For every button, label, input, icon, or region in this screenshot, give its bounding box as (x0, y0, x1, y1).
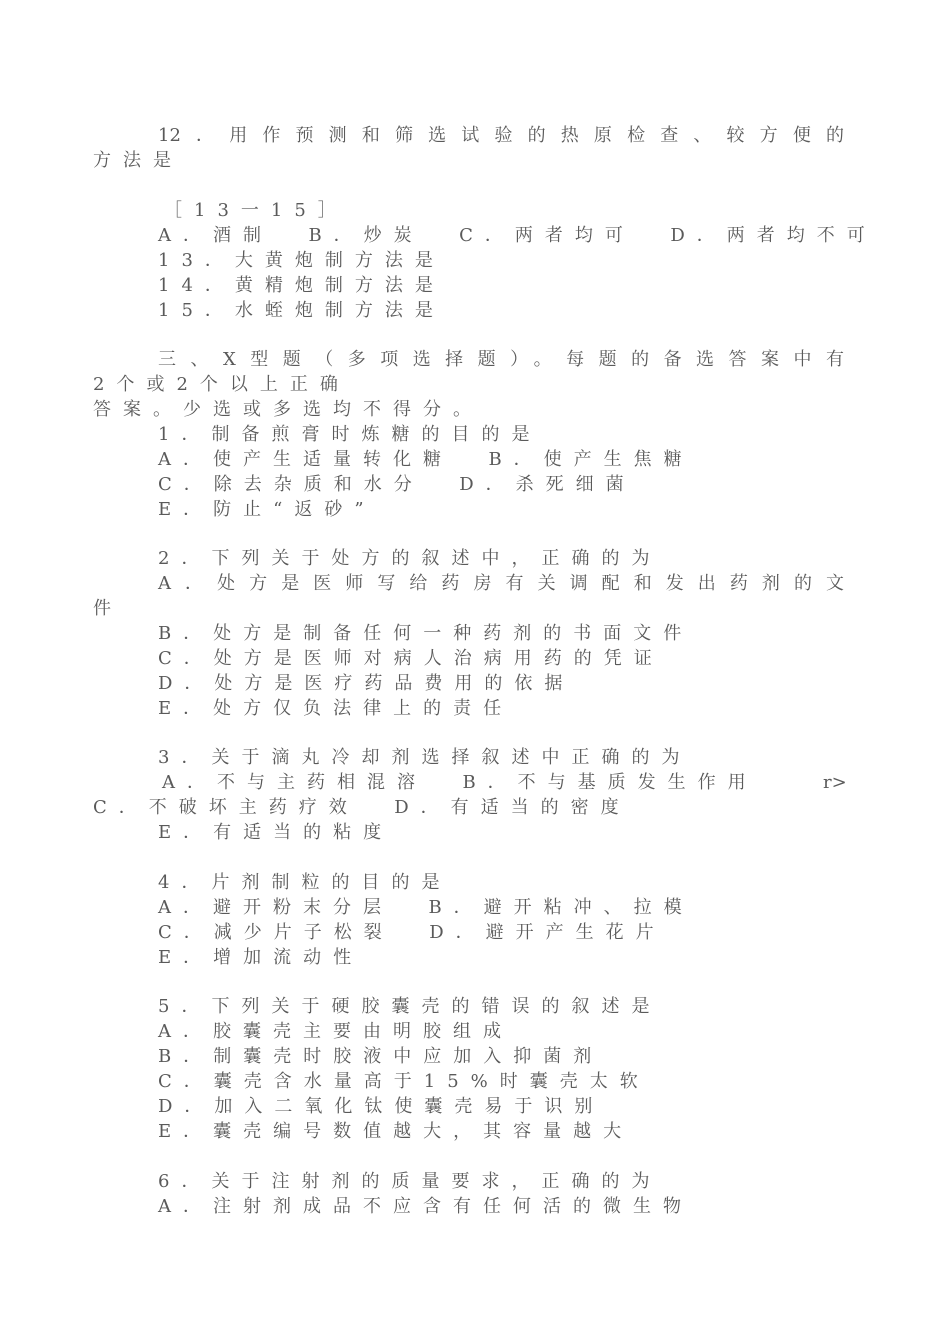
x-question-4-options-cd: C．减少片子松裂 D．避开产生花片 (158, 922, 666, 943)
x-question-1-options-cd: C．除去杂质和水分 D．杀死细菌 (158, 474, 636, 495)
x-question-6-option-a: A．注射剂成品不应含有任何活的微生物 (158, 1196, 693, 1217)
x-question-2-option-a-line-1: A．处方是医师写给药房有关调配和发出药剂的文 (158, 573, 844, 594)
x-question-2-option-a-line-2: 件 (93, 598, 123, 619)
question-13: 13．大黄炮制方法是 (158, 250, 445, 271)
stray-markup-text: r> (823, 772, 847, 793)
group-13-15-options: A．酒制 B．炒炭 C．两者均可 D．两者均不可 (158, 225, 877, 246)
x-question-5-option-a: A．胶囊壳主要由明胶组成 (158, 1021, 513, 1042)
x-question-3-options-cd: C．不破坏主药疗效 D．有适当的密度 (93, 797, 631, 818)
x-question-3-options-ab: A．不与主药相混溶 B．不与基质发生作用 (162, 772, 758, 793)
x-question-1-options-ab: A．使产生适量转化糖 B．使产生焦糖 (158, 449, 694, 470)
question-12-line-1: 12．用作预测和筛选试验的热原检查、较方便的 (158, 125, 844, 146)
section-3-heading-line-1: 三、X型题（多项选择题）。每题的备选答案中有 (158, 349, 844, 370)
x-question-2: 2．下列关于处方的叙述中，正确的为 (158, 548, 662, 569)
x-question-4-option-e: E．增加流动性 (158, 947, 364, 968)
group-13-15-header: ［13一15］ (164, 200, 348, 221)
x-question-3: 3．关于滴丸冷却剂选择叙述中正确的为 (158, 747, 692, 768)
question-12-line-2: 方法是 (93, 150, 183, 171)
x-question-2-option-c: C．处方是医师对病人治病用药的凭证 (158, 648, 664, 669)
x-question-5-option-d: D．加入二氧化钛使囊壳易于识别 (158, 1096, 605, 1117)
x-question-5-option-e: E．囊壳编号数值越大，其容量越大 (158, 1121, 634, 1142)
x-question-5: 5．下列关于硬胶囊壳的错误的叙述是 (158, 996, 662, 1017)
question-14: 14．黄精炮制方法是 (158, 275, 445, 296)
x-question-1: 1．制备煎膏时炼糖的目的是 (158, 424, 542, 445)
section-3-heading-line-3: 答案。少选或多选均不得分。 (93, 399, 483, 420)
x-question-4-options-ab: A．避开粉末分层 B．避开粘冲、拉模 (158, 897, 694, 918)
section-3-heading-line-2: 2个或2个以上正确 (93, 374, 350, 395)
x-question-2-option-d: D．处方是医疗药品费用的依据 (158, 673, 575, 694)
x-question-2-option-b: B．处方是制备任何一种药剂的书面文件 (158, 623, 694, 644)
x-question-5-option-b: B．制囊壳时胶液中应加入抑菌剂 (158, 1046, 604, 1067)
x-question-3-option-e: E．有适当的粘度 (158, 822, 394, 843)
x-question-2-option-e: E．处方仅负法律上的责任 (158, 698, 514, 719)
x-question-4: 4．片剂制粒的目的是 (158, 872, 452, 893)
x-question-5-option-c: C．囊壳含水量高于15%时囊壳太软 (158, 1071, 650, 1092)
x-question-6: 6．关于注射剂的质量要求，正确的为 (158, 1171, 662, 1192)
question-15: 15．水蛭炮制方法是 (158, 300, 445, 321)
x-question-1-option-e: E．防止“返砂” (158, 499, 376, 520)
